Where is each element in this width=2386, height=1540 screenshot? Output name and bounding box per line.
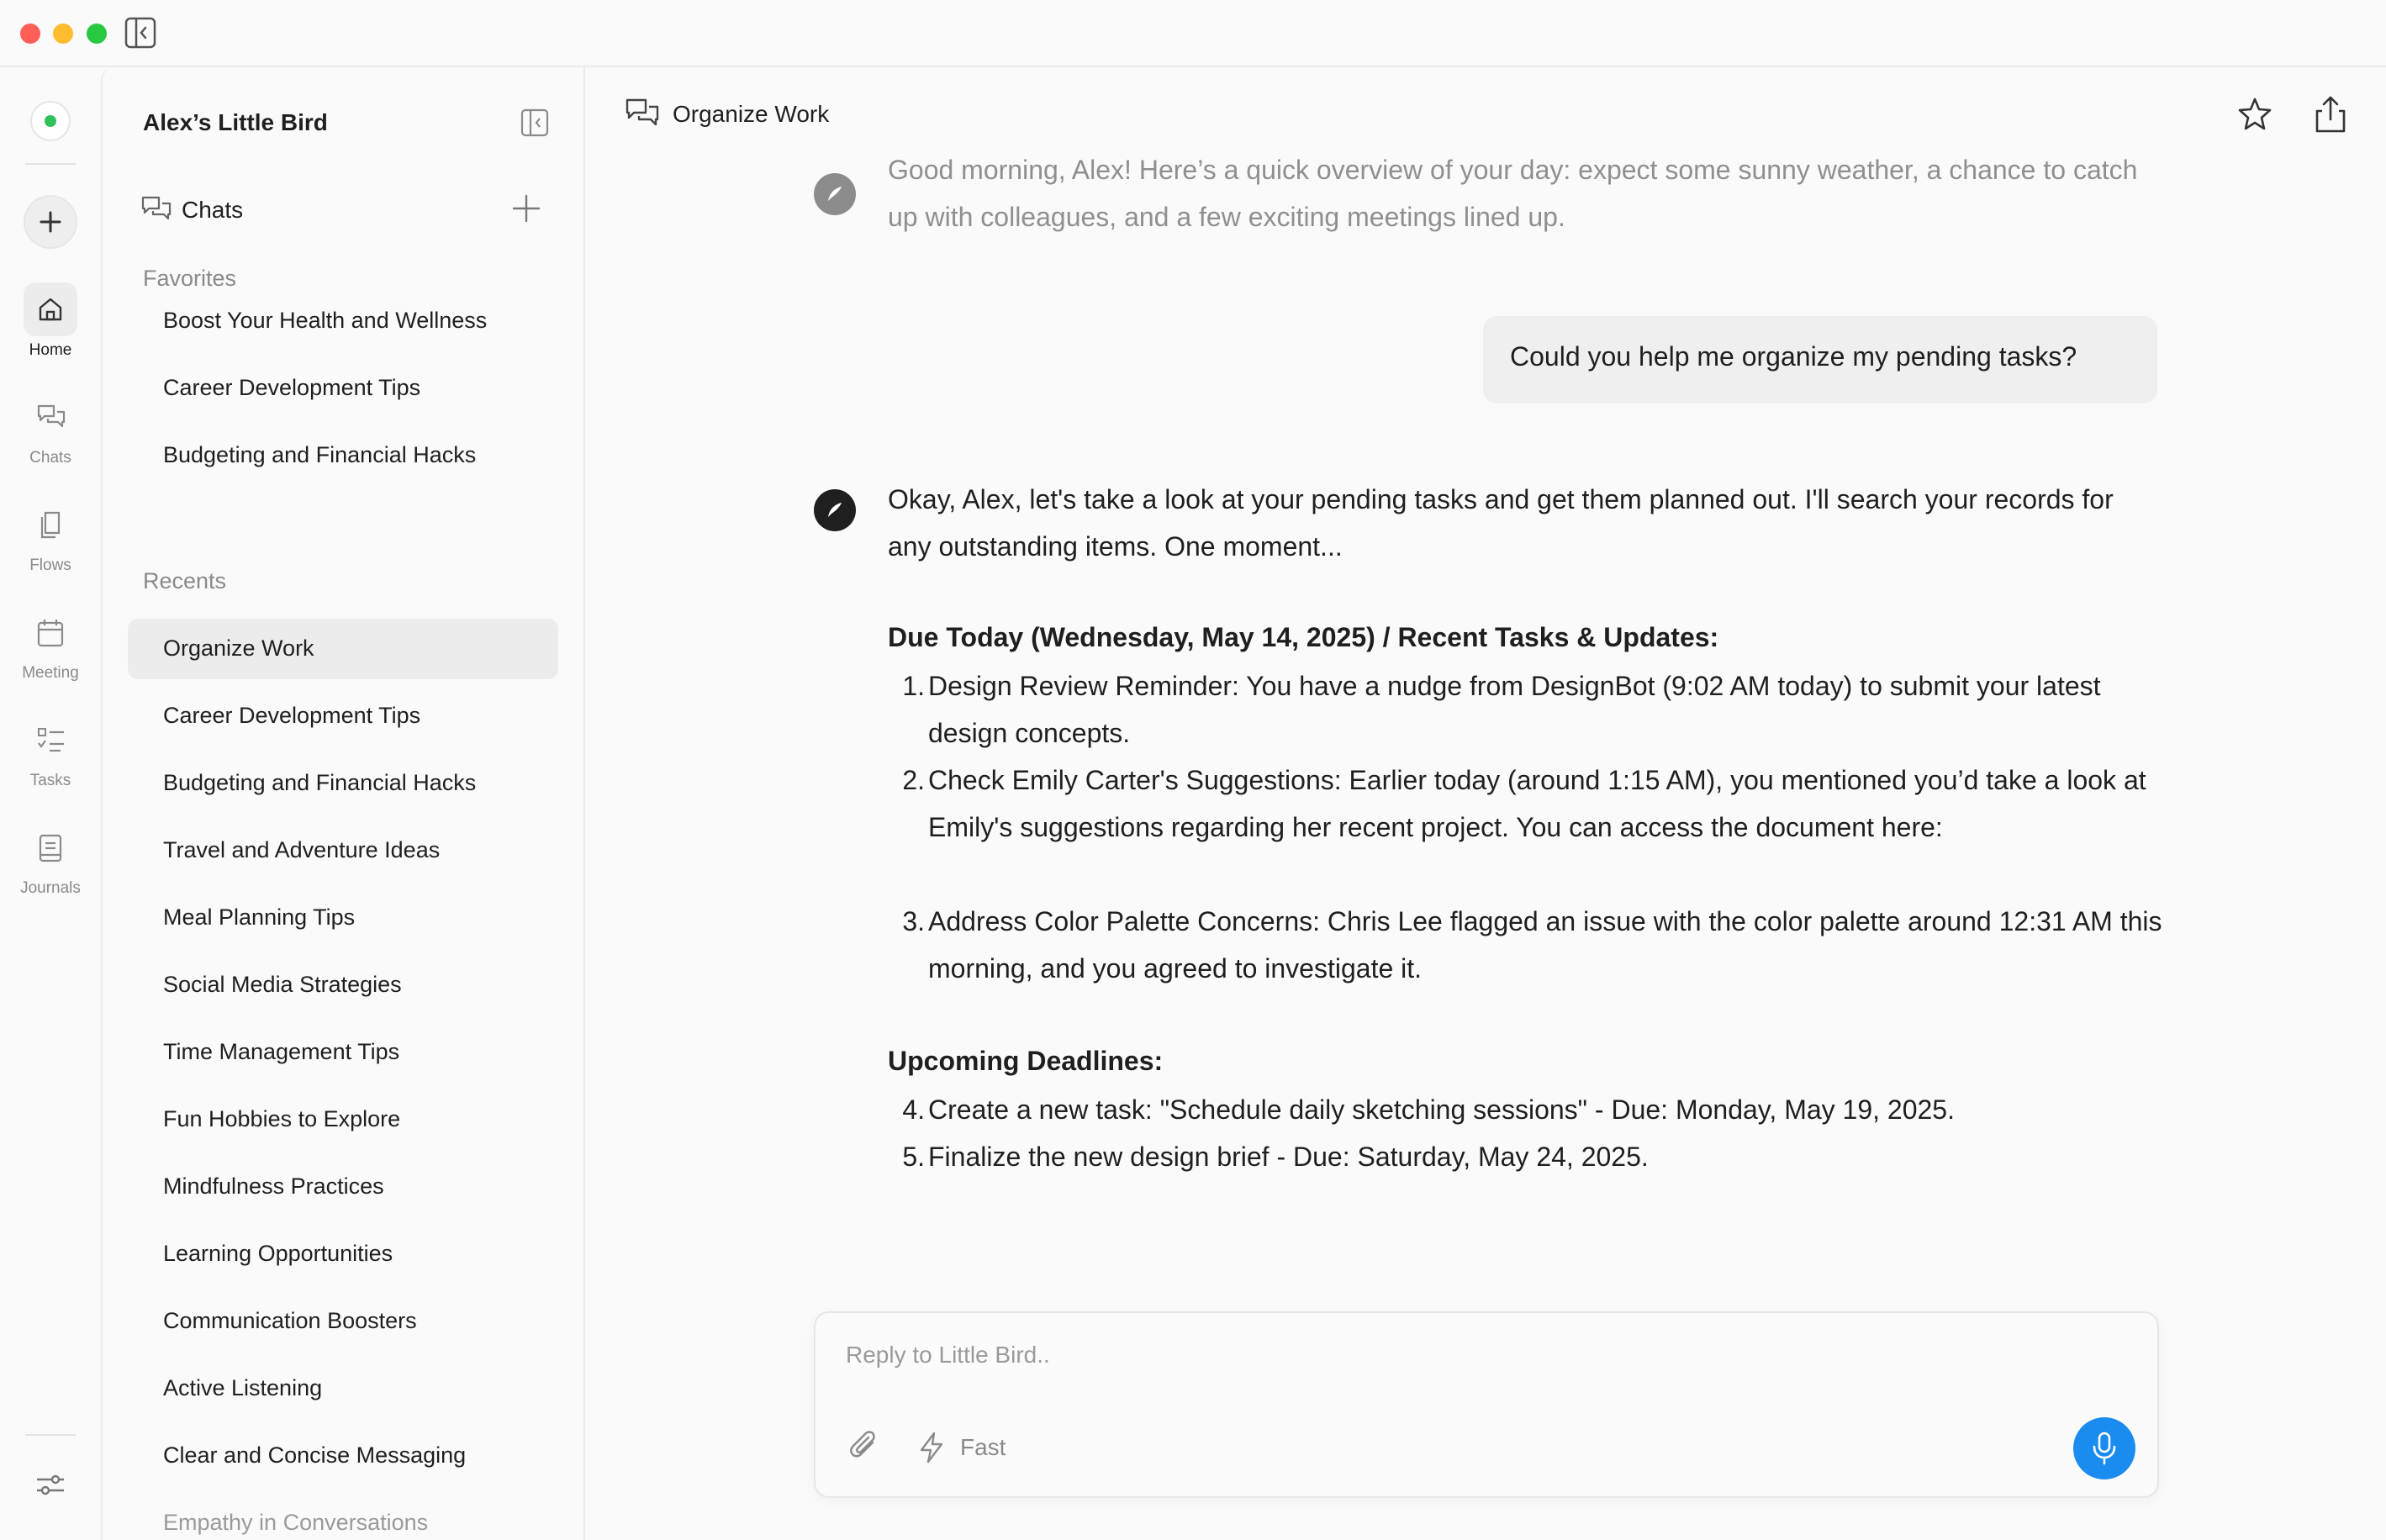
feather-icon [825,184,845,204]
recent-item-label: Learning Opportunities [163,1241,393,1266]
rail-item-flows[interactable] [0,498,101,590]
recent-item[interactable] [128,1022,558,1083]
list-number: 5. [902,1142,925,1172]
assistant-reply-intro: Okay, Alex, let's take a look at your pending tasks and get them planned out. I'll search your records for any outstanding items. One moment... [888,484,2114,562]
new-chat-button[interactable] [24,195,77,249]
rail-divider [25,163,76,165]
chats-section-label[interactable]: Chats [182,197,244,223]
recent-item-label: Time Management Tips [163,1039,400,1064]
task-list-item [888,898,2166,992]
icon-rail [0,67,101,1540]
list-number: 1. [902,671,925,701]
rail-item-label: Home [29,341,72,359]
favorite-item-label: Budgeting and Financial Hacks [163,442,477,467]
task-list-item [888,757,2166,851]
recent-item-label: Budgeting and Financial Hacks [163,770,477,795]
recent-item[interactable] [128,1224,558,1284]
recent-item-label: Communication Boosters [163,1308,417,1333]
workspace-title: Alex’s Little Bird [143,109,328,135]
star-icon[interactable] [2236,96,2273,133]
recent-item[interactable] [128,820,558,881]
recent-item[interactable] [128,1291,558,1352]
favorite-item[interactable] [128,425,558,486]
sidebar [101,67,585,1540]
lightning-icon [915,1431,948,1464]
message-composer [814,1311,2159,1498]
recent-item[interactable] [128,1493,558,1540]
recent-item-label: Meal Planning Tips [163,904,356,930]
rail-item-label: Journals [20,879,81,897]
recent-item-active[interactable] [128,619,558,679]
minimize-window-button[interactable] [53,24,73,44]
recent-item[interactable] [128,1089,558,1150]
recent-item-label: Active Listening [163,1375,323,1400]
favorite-item-label: Boost Your Health and Wellness [163,308,488,333]
rail-item-meeting[interactable] [0,605,101,698]
assistant-greeting-message: Good morning, Alex! Here’s a quick overview of your day: expect some sunny weather, a chance to catch up with colleagues, and a few exciting meetings lined up. [888,155,2138,232]
recent-item[interactable] [128,955,558,1015]
recent-item-label: Empathy in Conversations [163,1510,429,1535]
rail-item-chats[interactable] [0,390,101,483]
status-dot [45,115,56,127]
recent-item-label: Travel and Adventure Ideas [163,837,441,862]
collapse-sidebar-icon[interactable] [520,108,550,138]
task-list-item [888,662,2166,757]
favorite-item-label: Career Development Tips [163,375,421,400]
recent-item[interactable] [128,1157,558,1217]
assistant-avatar [814,489,856,531]
recent-item[interactable] [128,1426,558,1486]
share-icon[interactable] [2312,94,2349,134]
recent-item-label: Clear and Concise Messaging [163,1442,467,1468]
flows-icon [24,498,77,551]
list-text: Finalize the new design brief - Due: Saturday, May 24, 2025. [928,1142,1649,1172]
reply-input[interactable] [846,1337,2023,1374]
status-indicator[interactable] [30,101,71,141]
list-text: Address Color Palette Concerns: Chris Lee flagged an issue with the color palette around 12:31 AM this morning, and you agreed to investigate it. [928,906,2162,984]
task-list-item [888,1086,2166,1133]
home-icon [24,282,77,336]
mode-selector-button[interactable] [915,1426,1049,1469]
settings-sliders-icon[interactable] [34,1468,67,1501]
close-window-button[interactable] [20,24,40,44]
recent-item[interactable] [128,888,558,948]
list-number: 2. [902,765,925,795]
recents-heading: Recents [143,568,227,593]
mode-label: Fast [960,1434,1006,1460]
chat-icon [626,98,659,134]
rail-item-label: Chats [29,449,71,467]
recent-item-label: Organize Work [163,636,314,661]
list-text: Design Review Reminder: You have a nudge from DesignBot (9:02 AM today) to submit your latest design concepts. [928,671,2101,748]
plus-icon [509,192,543,225]
due-today-heading: Due Today (Wednesday, May 14, 2025) / Recent Tasks & Updates: [888,622,1719,652]
rail-item-label: Meeting [22,664,79,682]
list-text: Create a new task: "Schedule daily sketching sessions" - Due: Monday, May 19, 2025. [928,1094,1955,1125]
chat-title: Organize Work [673,101,830,127]
task-list-item [888,1133,2166,1180]
recent-item[interactable] [128,753,558,814]
tasks-icon [24,713,77,767]
favorite-item[interactable] [128,358,558,419]
favorite-item[interactable] [128,291,558,351]
recent-item[interactable] [128,1358,558,1419]
chats-icon [24,390,77,444]
upcoming-deadlines-heading: Upcoming Deadlines: [888,1046,1164,1076]
feather-icon [825,500,845,520]
recent-item-label: Fun Hobbies to Explore [163,1106,401,1131]
chats-icon [141,195,172,228]
recent-item[interactable] [128,686,558,746]
rail-item-home[interactable] [0,282,101,375]
microphone-button[interactable] [2073,1417,2135,1479]
rail-item-label: Tasks [29,772,71,789]
list-number: 4. [902,1094,925,1125]
favorites-heading: Favorites [143,266,237,291]
zoom-window-button[interactable] [87,24,107,44]
list-number: 3. [902,906,925,936]
user-message-text: Could you help me organize my pending tasks? [1510,341,2077,372]
sidebar-toggle-icon[interactable] [124,17,156,49]
title-bar [0,0,2386,67]
chat-main [585,67,2386,1540]
microphone-icon [2091,1432,2118,1465]
recent-item-label: Mindfulness Practices [163,1173,384,1199]
rail-item-label: Flows [29,556,71,574]
rail-divider [25,1434,76,1436]
calendar-icon [24,605,77,659]
plus-icon [25,197,76,247]
paperclip-icon[interactable] [847,1429,881,1466]
rail-item-journals[interactable] [0,820,101,913]
assistant-avatar [814,173,856,215]
list-text: Check Emily Carter's Suggestions: Earlier today (around 1:15 AM), you mentioned you’d take a look at Emily's suggestions regarding her recent project. You can access the document here: [928,765,2146,842]
recent-item-label: Career Development Tips [163,703,421,728]
recent-item-label: Social Media Strategies [163,972,402,997]
journal-icon [24,820,77,874]
add-chat-button[interactable] [509,192,543,225]
rail-item-tasks[interactable] [0,713,101,805]
user-message-bubble [1483,316,2157,403]
